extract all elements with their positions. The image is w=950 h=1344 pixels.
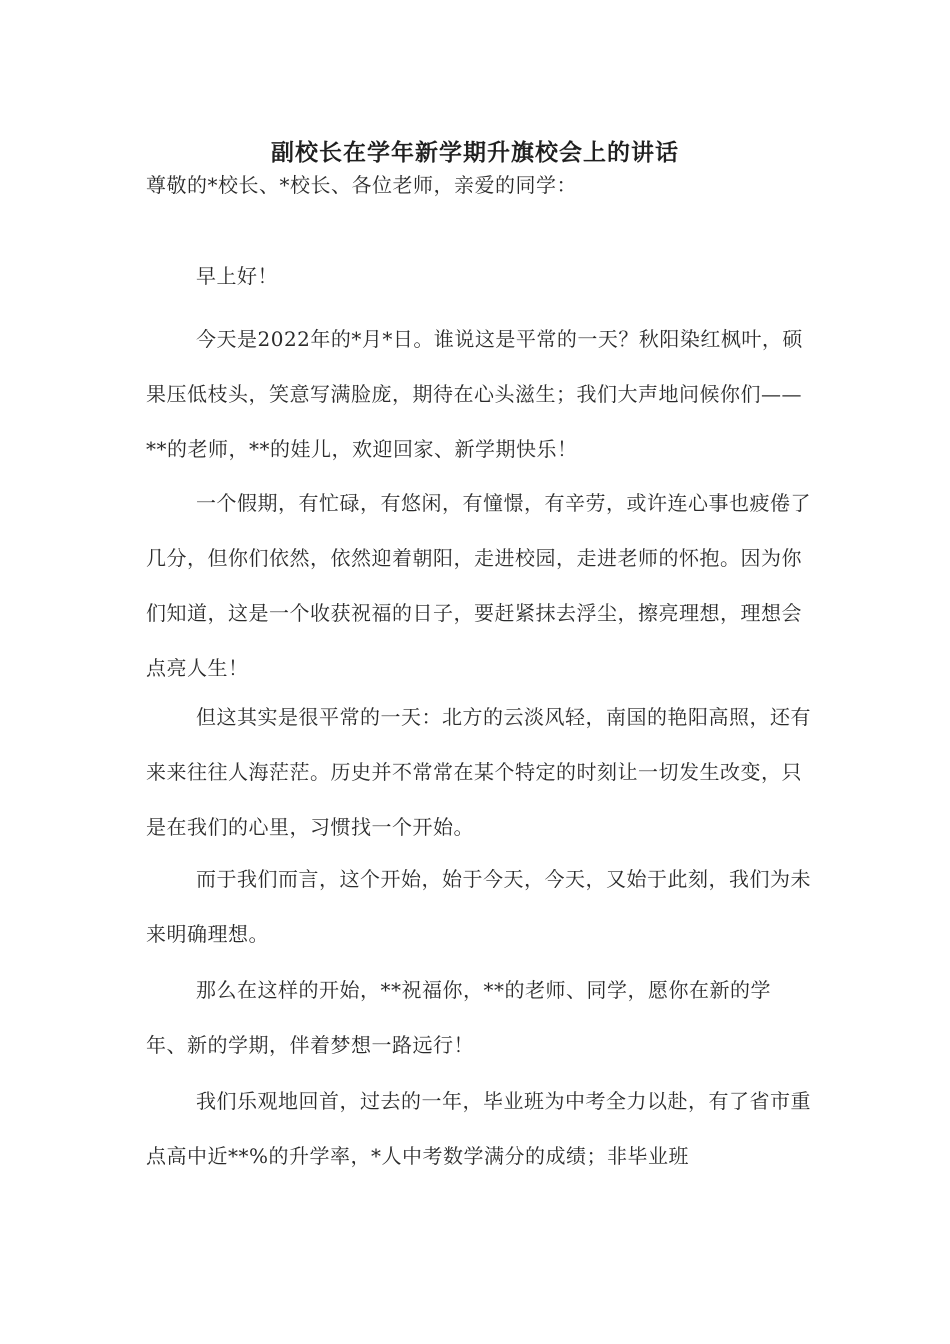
paragraph-3: 但这其实是很平常的一天：北方的云淡风轻，南国的艳阳高照，还有来来往往人海茫茫。历史并不常常在某个特定的时刻让一切发生改变，只是在我们的心里，习惯找一个开始。 <box>146 705 811 839</box>
paragraph-greeting: 早上好！ <box>196 264 278 288</box>
paragraph-1: 今天是2022年的*月*日。谁说这是平常的一天？秋阳染红枫叶，硕果压低枝头，笑意写满脸庞，期待在心头滋生；我们大声地问候你们——**的老师，**的娃儿，欢迎回家、新学期快乐！ <box>146 327 803 461</box>
paragraph-5: 那么在这样的开始，**祝福你，**的老师、同学，愿你在新的学年、新的学期，伴着梦想一路远行！ <box>146 978 771 1057</box>
paragraph-6: 我们乐观地回首，过去的一年，毕业班为中考全力以赴，有了省市重点高中近**%的升学率，*人中考数学满分的成绩；非毕业班 <box>146 1089 811 1168</box>
salutation: 尊敬的*校长、*校长、各位老师，亲爱的同学： <box>146 173 577 197</box>
paragraph-2: 一个假期，有忙碌，有悠闲，有憧憬，有辛劳，或许连心事也疲倦了几分，但你们依然，依然迎着朝阳，走进校园，走进老师的怀抱。因为你们知道，这是一个收获祝福的日子，要赶紧抹去浮尘，擦亮理想，理想会点亮人生！ <box>146 491 811 680</box>
paragraph-4: 而于我们而言，这个开始，始于今天，今天，又始于此刻，我们为未来明确理想。 <box>146 867 811 946</box>
document-title: 副校长在学年新学期升旗校会上的讲话 <box>271 139 679 166</box>
